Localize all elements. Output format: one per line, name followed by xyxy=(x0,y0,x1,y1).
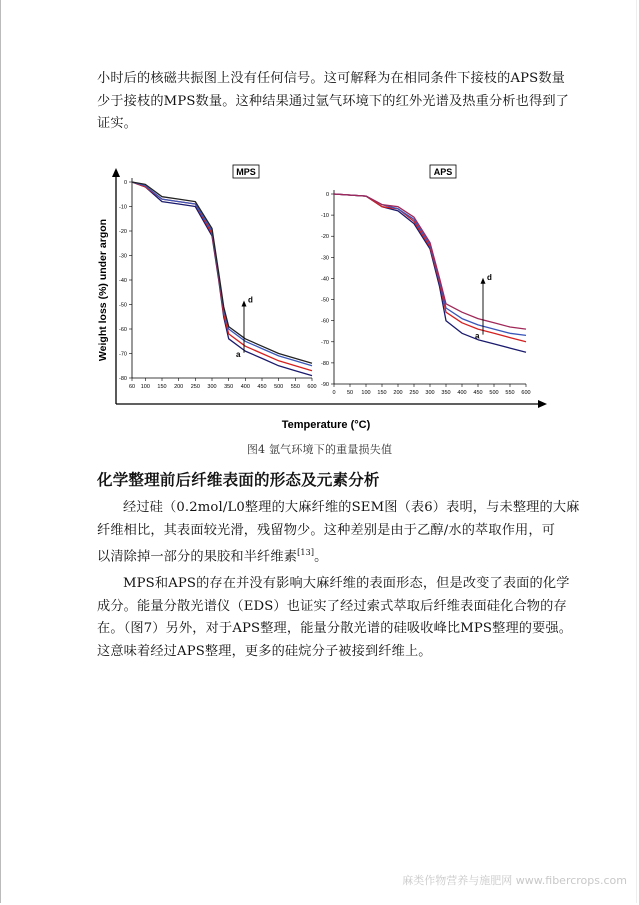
series-line-a xyxy=(132,182,312,376)
annotation-arrow-icon xyxy=(481,278,486,284)
series-line-a xyxy=(334,194,526,352)
x-tick-label: 50 xyxy=(346,390,354,396)
y-tick-label: -60 xyxy=(321,318,329,325)
annotation-label-a: a xyxy=(236,349,241,359)
chart-panel-mps xyxy=(119,165,317,390)
x-tick-label: 250 xyxy=(409,390,419,396)
y-tick-label: -10 xyxy=(321,213,329,220)
y-axis-arrow-icon xyxy=(112,168,120,177)
y-tick-label: -30 xyxy=(321,255,329,262)
y-tick-label: -50 xyxy=(119,302,127,309)
paragraph-line: MPS和APS的存在并没有影响大麻纤维的表面形态，但是改变了表面的化学 xyxy=(123,576,570,591)
paragraph-line: 纤维相比，其表面较光滑，残留物少。这种差别是由于乙醇/水的萃取作用，可 xyxy=(97,522,556,538)
x-tick-label: 60 xyxy=(128,384,136,390)
panel-title: MPS xyxy=(236,167,256,177)
x-tick-label: 150 xyxy=(157,384,167,390)
annotation-arrow-icon xyxy=(242,301,247,307)
paragraph-2 xyxy=(97,497,578,569)
x-tick-label: 450 xyxy=(257,384,267,390)
y-tick-label: -50 xyxy=(321,297,329,304)
figure-caption-text: 图4 氩气环境下的重量损失值 xyxy=(246,443,393,456)
x-tick-label: 200 xyxy=(393,390,403,396)
x-tick-label: 400 xyxy=(457,390,467,396)
x-tick-label: 100 xyxy=(140,384,150,390)
x-axis-label: Temperature (°C) xyxy=(281,419,371,431)
paragraph-line: 少于接枝的MPS数量。这种结果通过氩气环境下的红外光谱及热重分析也得到了 xyxy=(97,93,569,109)
x-tick-label: 500 xyxy=(274,384,284,390)
x-tick-label: 550 xyxy=(505,390,515,396)
y-tick-label: -30 xyxy=(119,253,127,260)
chart-panel-aps xyxy=(321,165,531,396)
x-tick-label: 350 xyxy=(441,390,451,396)
x-tick-label: 150 xyxy=(377,390,387,396)
x-tick-label: 300 xyxy=(425,390,435,396)
annotation-label-d: d xyxy=(248,295,253,305)
paragraph-line: 成分。能量分散光谱仪（EDS）也证实了经过索式萃取后纤维表面硅化合物的存 xyxy=(97,598,567,614)
annotation-label-a: a xyxy=(475,331,480,341)
series-line-d xyxy=(132,182,312,363)
x-tick-label: 100 xyxy=(361,390,371,396)
paragraph-3 xyxy=(97,573,578,663)
x-tick-label: 0 xyxy=(332,390,336,396)
series-line-c xyxy=(334,194,526,335)
y-tick-label: -10 xyxy=(119,204,127,211)
section-heading: 化学整理前后纤维表面的形态及元素分析 xyxy=(97,471,380,489)
y-tick-label: -40 xyxy=(119,278,127,284)
series-line-c xyxy=(132,182,312,366)
y-tick-label: -70 xyxy=(119,351,127,358)
annotation-label-d: d xyxy=(487,272,492,282)
x-tick-label: 500 xyxy=(489,390,499,396)
paragraph-line: 证实。 xyxy=(97,116,138,131)
y-tick-label: -70 xyxy=(321,339,329,346)
x-tick-label: 600 xyxy=(521,390,531,396)
y-tick-label: 0 xyxy=(325,192,329,198)
y-tick-label: -40 xyxy=(321,276,329,283)
paragraph-line: 以清除掉一部分的果胶和半纤维素 xyxy=(97,549,298,565)
panel-title: APS xyxy=(433,167,453,177)
paragraph-line: 在。（图7）另外，对于APS整理，能量分散光谱的硅吸收峰比MPS整理的要强。 xyxy=(97,621,573,636)
y-tick-label: -20 xyxy=(321,234,329,241)
paragraph-line: 经过硅（0.2mol/L0整理的大麻纤维的SEM图（表6）表明，与未整理的大麻 xyxy=(123,500,580,515)
y-tick-label: 0 xyxy=(123,180,127,186)
series-line-b xyxy=(132,182,312,371)
x-tick-label: 200 xyxy=(174,384,184,390)
x-tick-label: 400 xyxy=(240,384,250,390)
series-line-d xyxy=(334,194,526,329)
y-tick-label: -60 xyxy=(119,327,127,333)
figure-4 xyxy=(96,160,548,435)
y-axis-label: Weight loss (%) under argon xyxy=(97,218,109,362)
x-tick-label: 600 xyxy=(307,384,317,390)
x-tick-label: 300 xyxy=(207,384,217,390)
x-tick-label: 550 xyxy=(290,384,300,390)
x-tick-label: 450 xyxy=(473,390,483,396)
paragraph-line: 小时后的核磁共振图上没有任何信号。这可解释为在相同条件下接枝的APS数量 xyxy=(97,71,566,86)
figure-caption xyxy=(0,441,639,457)
y-tick-label: -90 xyxy=(321,382,329,388)
paragraph-end: 。 xyxy=(314,549,328,565)
x-tick-label: 350 xyxy=(224,384,234,390)
x-axis-arrow-icon xyxy=(538,400,547,408)
paragraph-line: 这意味着经过APS整理，更多的硅烷分子被接到纤维上。 xyxy=(97,643,432,659)
x-tick-label: 250 xyxy=(190,384,200,390)
y-tick-label: -20 xyxy=(119,229,127,235)
y-tick-label: -80 xyxy=(119,376,127,382)
y-tick-label: -80 xyxy=(321,360,329,367)
series-line-b xyxy=(334,194,526,342)
watermark: 麻类作物营养与施肥网 www.fibercrops.com xyxy=(402,874,627,887)
reference-13[interactable]: [13] xyxy=(297,548,315,557)
paragraph-1 xyxy=(97,68,569,136)
